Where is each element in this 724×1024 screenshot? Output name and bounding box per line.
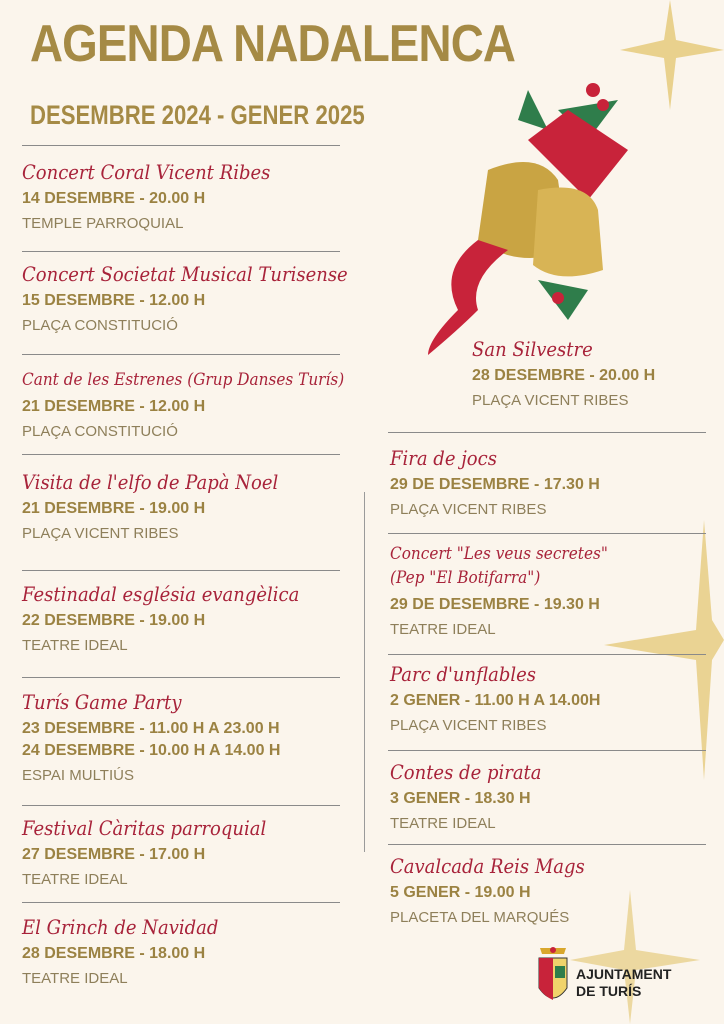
event-date: 23 DESEMBRE - 11.00 H A 23.00 H (22, 720, 280, 737)
event-date: 21 DESEMBRE - 12.00 H (22, 398, 206, 415)
event-divider (22, 454, 340, 455)
event-divider (388, 844, 706, 845)
event-item (22, 262, 384, 336)
event-divider (22, 902, 340, 903)
event-item (22, 582, 330, 656)
event-title: El Grinch de Navidad (22, 915, 219, 939)
event-place: TEATRE IDEAL (390, 621, 496, 638)
event-item (390, 854, 606, 928)
event-divider (22, 354, 340, 355)
event-divider (22, 570, 340, 571)
event-item (22, 690, 280, 786)
town-hall-logo (576, 966, 671, 1000)
poster-title: AGENDA NADALENCA (30, 15, 516, 73)
event-place: TEATRE IDEAL (22, 637, 128, 654)
event-place: PLAÇA VICENT RIBES (390, 501, 547, 518)
event-place: ESPAI MULTIÚS (22, 767, 134, 784)
event-title: Concert Coral Vicent Ribes (22, 160, 271, 184)
event-title: Cant de les Estrenes (Grup Danses Turís) (22, 370, 345, 390)
event-date: 15 DESEMBRE - 12.00 H (22, 292, 206, 309)
event-item (390, 446, 600, 520)
event-item (22, 160, 298, 234)
event-date: 29 DE DESEMBRE - 19.30 H (390, 596, 600, 613)
event-item (22, 470, 307, 544)
event-item (390, 542, 632, 640)
logo-line: DE TURÍS (576, 983, 642, 999)
event-date: 28 DESEMBRE - 20.00 H (472, 367, 656, 384)
event-date: 3 GENER - 18.30 H (390, 790, 531, 807)
event-date: 22 DESEMBRE - 19.00 H (22, 612, 206, 629)
event-date: 14 DESEMBRE - 20.00 H (22, 190, 206, 207)
event-place: PLAÇA CONSTITUCIÓ (22, 423, 178, 440)
event-title: Cavalcada Reis Mags (390, 854, 585, 878)
event-place: PLAÇA VICENT RIBES (390, 717, 547, 734)
event-divider (388, 750, 706, 751)
event-item (390, 662, 600, 736)
event-title: Turís Game Party (22, 690, 182, 714)
event-title: (Pep "El Botifarra") (390, 568, 541, 588)
coat-of-arms-icon (536, 944, 570, 1010)
event-place: TEATRE IDEAL (22, 871, 128, 888)
event-title: San Silvestre (472, 337, 593, 361)
event-date: 5 GENER - 19.00 H (390, 884, 531, 901)
event-title: Concert "Les veus secretes" (390, 544, 608, 564)
event-date: 28 DESEMBRE - 18.00 H (22, 945, 206, 962)
event-date: 2 GENER - 11.00 H A 14.00H (390, 692, 601, 709)
event-divider (388, 654, 706, 655)
event-divider (22, 677, 340, 678)
event-place: TEATRE IDEAL (22, 970, 128, 987)
event-place: TEATRE IDEAL (390, 815, 496, 832)
event-item (390, 760, 558, 834)
event-date: 29 DE DESEMBRE - 17.30 H (390, 476, 600, 493)
event-title: Festival Càritas parroquial (22, 816, 267, 840)
event-place: PLAÇA VICENT RIBES (22, 525, 179, 542)
event-divider (22, 805, 340, 806)
event-title: Contes de pirata (390, 760, 542, 784)
event-place: PLACETA DEL MARQUÉS (390, 909, 570, 926)
event-title: Visita de l'elfo de Papà Noel (22, 470, 279, 494)
poster-subtitle: DESEMBRE 2024 - GENER 2025 (30, 100, 365, 130)
event-title: Festinadal església evangèlica (22, 582, 300, 606)
event-divider (22, 251, 340, 252)
logo-line: AJUNTAMENT (576, 966, 672, 982)
event-date: 27 DESEMBRE - 17.00 H (22, 846, 206, 863)
event-item (22, 368, 380, 442)
christmas-bells-icon (418, 70, 668, 360)
event-date: 24 DESEMBRE - 10.00 H A 14.00 H (22, 742, 281, 759)
event-divider (388, 432, 706, 433)
column-separator (364, 492, 365, 852)
header-divider (22, 145, 340, 146)
event-place: PLAÇA VICENT RIBES (472, 392, 629, 409)
event-place: PLAÇA CONSTITUCIÓ (22, 317, 178, 334)
event-title: Fira de jocs (390, 446, 497, 470)
event-divider (388, 533, 706, 534)
event-item (472, 337, 655, 411)
event-place: TEMPLE PARROQUIAL (22, 215, 184, 232)
event-title: Concert Societat Musical Turisense (22, 262, 348, 286)
event-item (22, 915, 240, 989)
event-title: Parc d'unflables (390, 662, 537, 686)
event-item (22, 816, 293, 890)
event-date: 21 DESEMBRE - 19.00 H (22, 500, 206, 517)
